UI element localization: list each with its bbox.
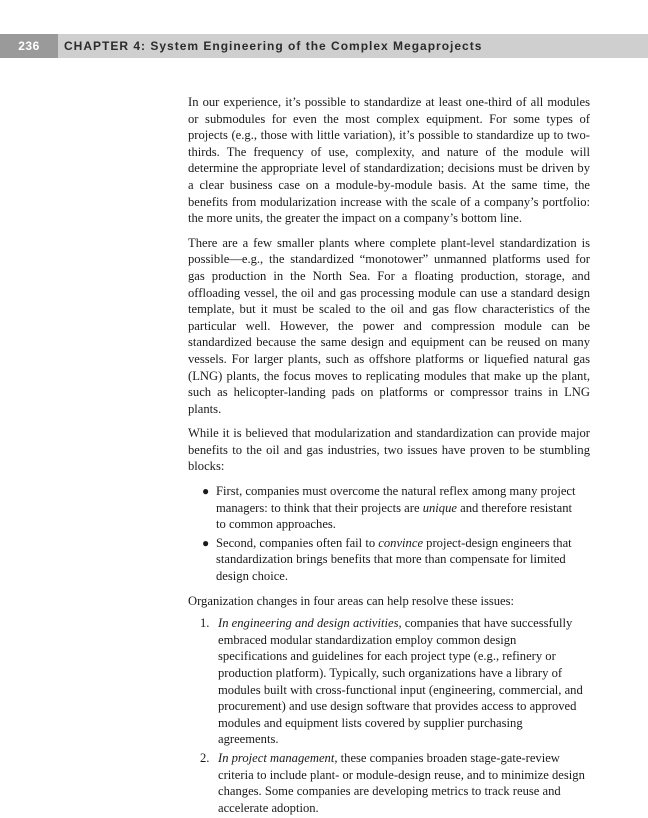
page-number-box (0, 34, 58, 58)
numbered-item: 1. In engineering and design activities, companies that have successfully embraced modular standardization employ common design specifications and guidelines for each project type (e.g., refinery or production platform). Typically, such organizations have a library of modules built with cross-functional input (engineering, commercial, and procurement) and use design software that provides access to approved modules and equipment lists covered by supplier purchasing agreements. (200, 616, 583, 747)
chapter-title: CHAPTER 4: System Engineering of the Complex Megaprojects (64, 39, 483, 53)
bullet-dot-icon: ● (202, 535, 210, 550)
paragraph-organization-changes: Organization changes in four areas can help resolve these issues: (188, 593, 515, 608)
paragraph-standardization: In our experience, it’s possible to standardize at least one-third of all modules or submodules for even the most complex equipment. For some types of projects (e.g., those with little variation), it’s possible to standardize up to two-thirds. The frequency of use, complexity, and nature of the module will determine the appropriate level of standardization; decisions must be driven by a clear business case on a module-by-module basis. At the same time, the benefits from modularization increase with the scale of a company’s portfolio: the more units, the greater the impact on a company’s bottom line. (188, 95, 590, 226)
bullet-item: ● Second, companies often fail to convince project-design engineers that standardization brings benefits that more than compensate for limited design choice. (202, 535, 572, 584)
item-number: 2. (200, 750, 210, 765)
page-number: 236 (18, 39, 40, 53)
bullet-dot-icon: ● (202, 484, 210, 499)
bullet-item: ● First, companies must overcome the natural reflex among many project managers: to think that their projects are unique and therefore resistant to common approaches. (202, 484, 576, 532)
emphasis: In engineering and design activities, (218, 616, 402, 631)
emphasis: unique (422, 500, 457, 515)
paragraph-stumbling-blocks: While it is believed that modularization and standardization can provide major benefits to the oil and gas industries, two issues have proven to be stumbling blocks: (188, 426, 590, 474)
running-header (0, 34, 648, 58)
numbered-list (188, 615, 590, 816)
paragraph-plant-level: There are a few smaller plants where complete plant-level standardization is possible—e.g., the standardized “monotower” unmanned platforms used for gas production in the North Sea. For a floating production, storage, and offloading vessel, the oil and gas processing module can use a standard design template, but it must be scaled to the oil and gas flow characteristics of the particular well. However, the power and compression module can be standardized because the same design and equipment can be reused on many vessels. For larger plants, such as offshore platforms or liquefied natural gas (LNG) plants, the focus moves to replicating modules that make up the plant, such as helicopter-landing pads on platforms or compressor trains in LNG plants. (188, 235, 590, 416)
body-text (188, 94, 590, 818)
item-number: 1. (200, 616, 210, 631)
emphasis: In project management, (218, 750, 338, 765)
numbered-item: 2. In project management, these companies broaden stage-gate-review criteria to include plant- or module-design reuse, and to minimize design changes. Some companies are developing metrics to track reuse and accelerate adoption. (200, 750, 585, 815)
emphasis: convince (378, 535, 424, 550)
bullet-list (188, 483, 590, 585)
